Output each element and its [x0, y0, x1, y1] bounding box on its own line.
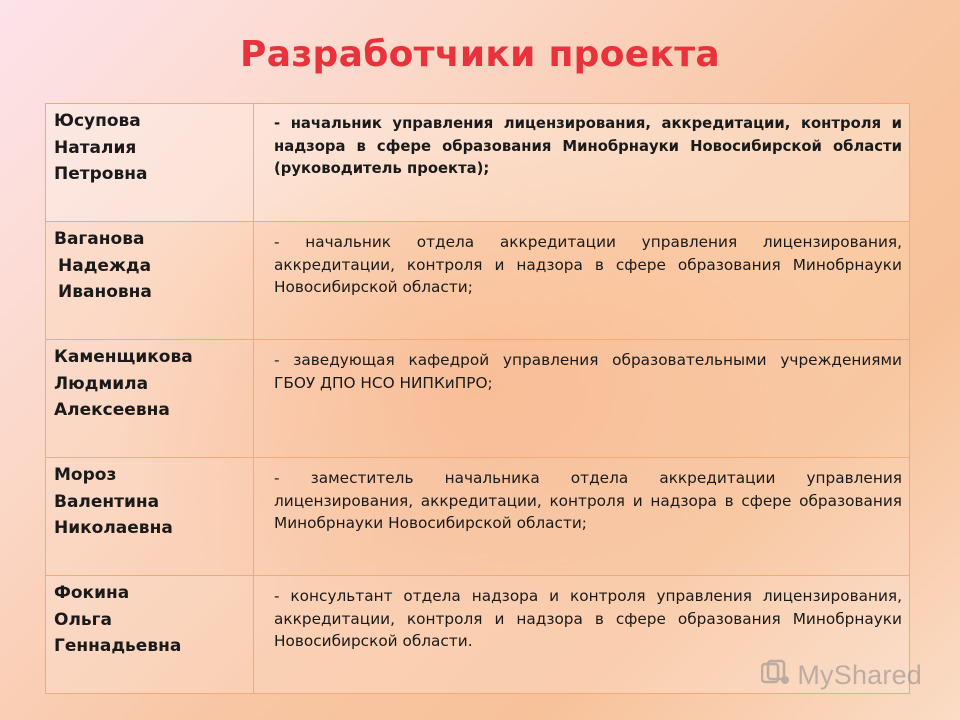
- last-name: Юсупова: [54, 111, 141, 131]
- patronymic: Ивановна: [58, 282, 152, 302]
- developer-name: [46, 576, 254, 694]
- developer-description: - заведующая кафедрой управления образовательными учреждениями ГБОУ ДПО НСО НИПКиПРО;: [254, 340, 910, 458]
- watermark: [761, 660, 922, 690]
- developer-description: - заместитель начальника отдела аккредитации управления лицензирования, аккредитации, контроля и надзора в сфере образования Минобрнауки Новосибирской области;: [254, 458, 910, 576]
- table-row: [46, 104, 910, 222]
- last-name: Ваганова: [54, 229, 145, 249]
- developer-name: [46, 222, 254, 340]
- last-name: Фокина: [54, 583, 130, 603]
- first-name: Ольга: [54, 609, 113, 630]
- watermark-text: MyShared: [797, 659, 922, 690]
- table-row: [46, 222, 910, 340]
- table-row: [46, 340, 910, 458]
- first-name: Людмила: [54, 373, 149, 394]
- developers-table: [45, 103, 910, 694]
- developer-name: [46, 458, 254, 576]
- table-row: [46, 458, 910, 576]
- developer-description: - консультант отдела надзора и контроля управления лицензирования, аккредитации, контроля и надзора в сфере образования Минобрнауки Новосибирской области.: [254, 576, 910, 694]
- myshared-logo-icon: [761, 659, 791, 691]
- patronymic: Алексеевна: [54, 400, 170, 420]
- developer-name: [46, 340, 254, 458]
- last-name: Каменщикова: [54, 347, 193, 367]
- first-name: Наталия: [54, 137, 137, 158]
- patronymic: Николаевна: [54, 518, 173, 538]
- first-name: Валентина: [54, 491, 160, 512]
- patronymic: Петровна: [54, 164, 148, 184]
- first-name: Надежда: [58, 255, 152, 276]
- developer-name: [46, 104, 254, 222]
- patronymic: Геннадьевна: [54, 636, 182, 656]
- developer-description: - начальник отдела аккредитации управления лицензирования, аккредитации, контроля и надзора в сфере образования Минобрнауки Новосибирской области;: [254, 222, 910, 340]
- page-title: Разработчики проекта: [240, 34, 720, 75]
- developer-description: - начальник управления лицензирования, аккредитации, контроля и надзора в сфере образования Минобрнауки Новосибирской области (руководитель проекта);: [254, 104, 910, 222]
- last-name: Мороз: [54, 465, 117, 485]
